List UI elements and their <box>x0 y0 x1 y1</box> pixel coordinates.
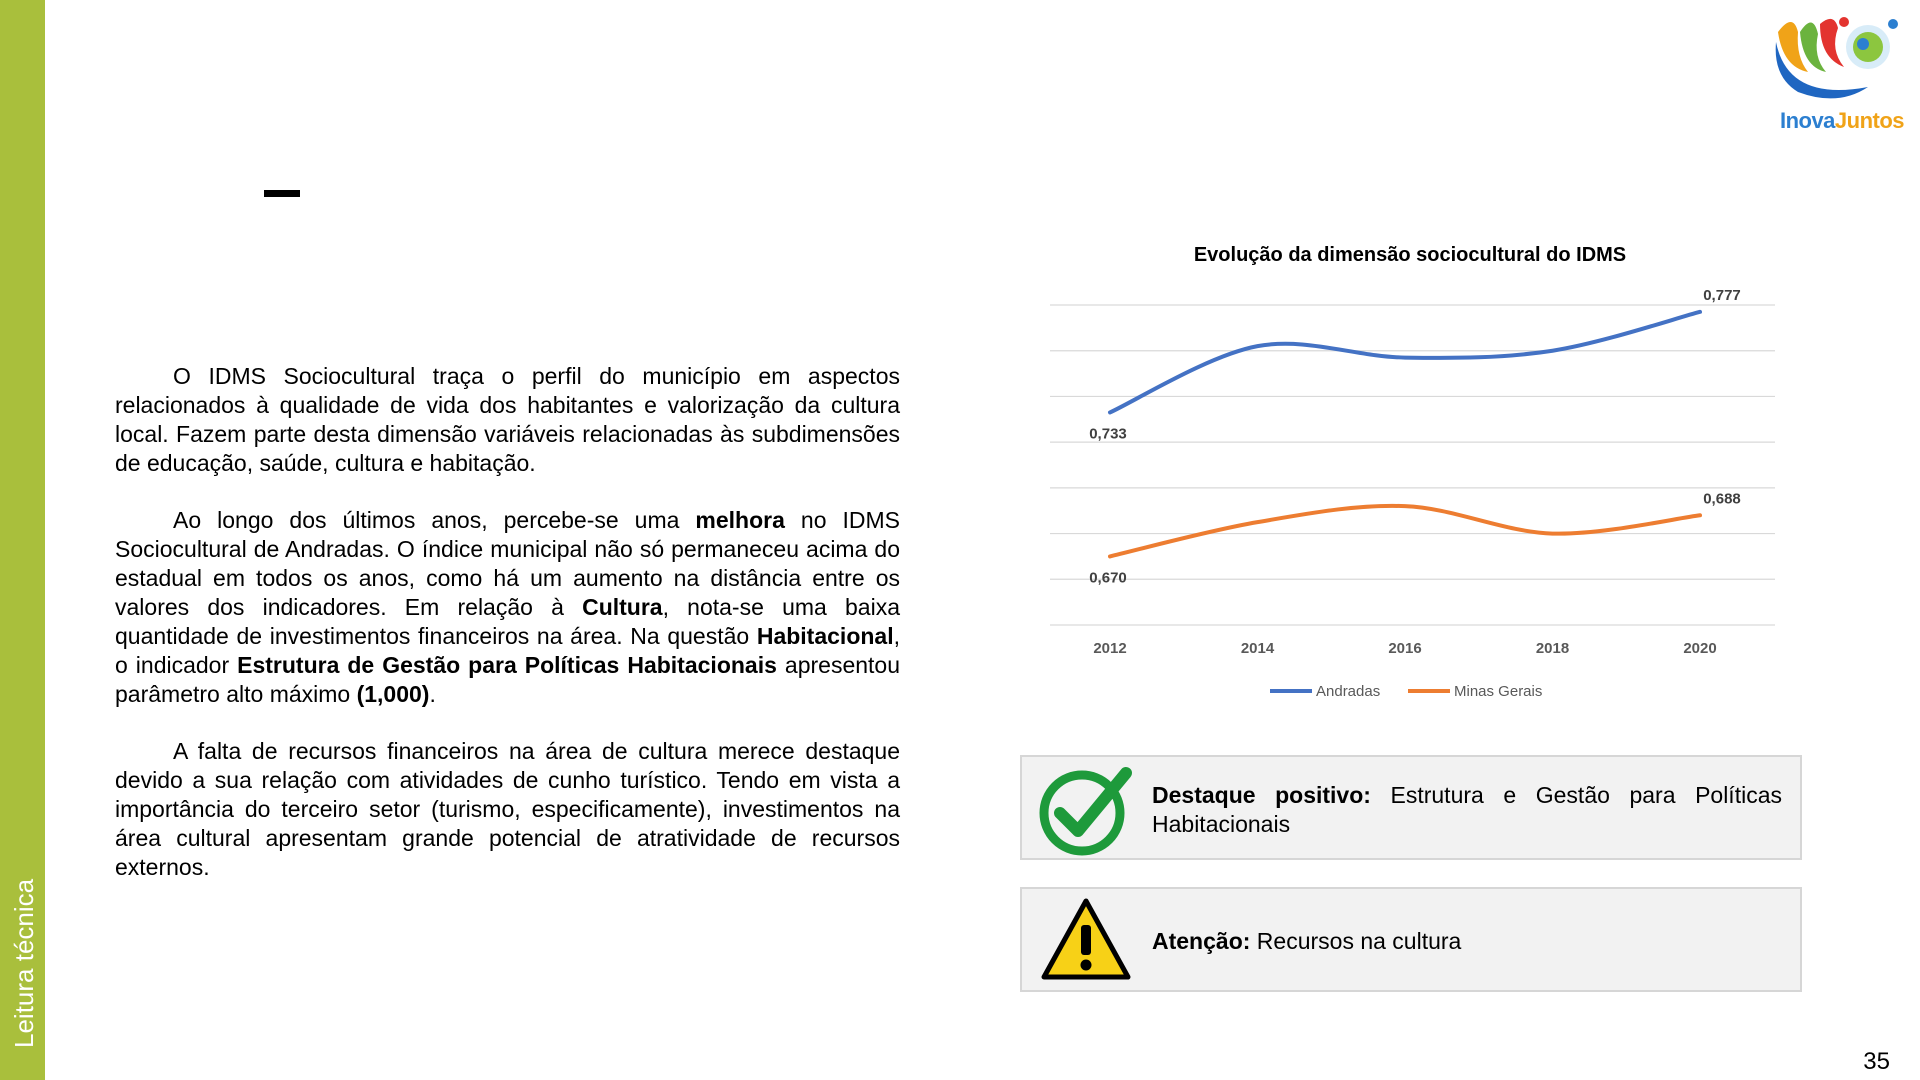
data-label: 0,777 <box>1703 286 1741 304</box>
data-label: 0,733 <box>1089 425 1127 443</box>
chart-title: Evolução da dimensão sociocultural do IDMS <box>1193 244 1627 266</box>
paragraph-1: O IDMS Sociocultural traça o perfil do município em aspectos relacionados à qualidade de vida dos habitantes e valorização da cultura local. Fazem parte desta dimensão variáveis relacionadas às subdimensões de educação, saúde, cultura e habitação. <box>115 363 900 476</box>
legend-label: Minas Gerais <box>1454 683 1543 700</box>
check-icon <box>1038 761 1134 857</box>
paragraph-3: A falta de recursos financeiros na área de cultura merece destaque devido a sua relação com atividades de cunho turístico. Tendo em vista a importância do terceiro setor (turismo, especificamente), investimentos na área cultural apresentam grande potencial de atratividade de recursos externos. <box>115 738 900 880</box>
series-line-andradas <box>1110 312 1700 413</box>
data-label: 0,688 <box>1703 490 1741 508</box>
legend-label: Andradas <box>1316 683 1381 700</box>
idms-line-chart <box>1030 235 1800 705</box>
logo-wordmark: InovaJuntos <box>1779 108 1905 133</box>
positive-highlight-box <box>1020 755 1802 860</box>
data-label: 0,670 <box>1089 569 1127 587</box>
series-line-minas-gerais <box>1110 506 1700 557</box>
chart-svg <box>1030 235 1800 705</box>
x-tick-label: 2020 <box>1683 640 1717 657</box>
title-dash <box>264 190 300 197</box>
sidebar-label: Leitura técnica <box>9 878 39 1048</box>
attention-text: Atenção: Recursos na cultura <box>1152 928 1462 954</box>
positive-highlight-text: Destaque positivo: Estrutura e Gestão para Políticas Habitacionais <box>1152 782 1782 837</box>
warning-icon <box>1038 893 1134 989</box>
x-tick-label: 2018 <box>1535 640 1570 657</box>
logo-graphic <box>1768 12 1916 112</box>
body-text <box>115 362 900 910</box>
x-tick-label: 2012 <box>1093 640 1127 657</box>
x-tick-label: 2014 <box>1240 640 1275 657</box>
x-tick-label: 2016 <box>1388 640 1422 657</box>
inova-juntos-logo <box>1768 12 1916 137</box>
page-number: 35 <box>1863 1048 1890 1075</box>
paragraph-2: Ao longo dos últimos anos, percebe-se uma melhora no IDMS Sociocultural de Andradas. O índice municipal não só permaneceu acima do estadual em todos os anos, como há um aumento na distância entre os valores dos indicadores. Em relação à Cultura, nota-se uma baixa quantidade de investimentos financeiros na área. Na questão Habitacional, o indicador Estrutura de Gestão para Políticas Habitacionais apresentou parâmetro alto máximo (1,000). <box>115 507 900 707</box>
sidebar-strip <box>0 0 45 1080</box>
attention-box <box>1020 887 1802 992</box>
